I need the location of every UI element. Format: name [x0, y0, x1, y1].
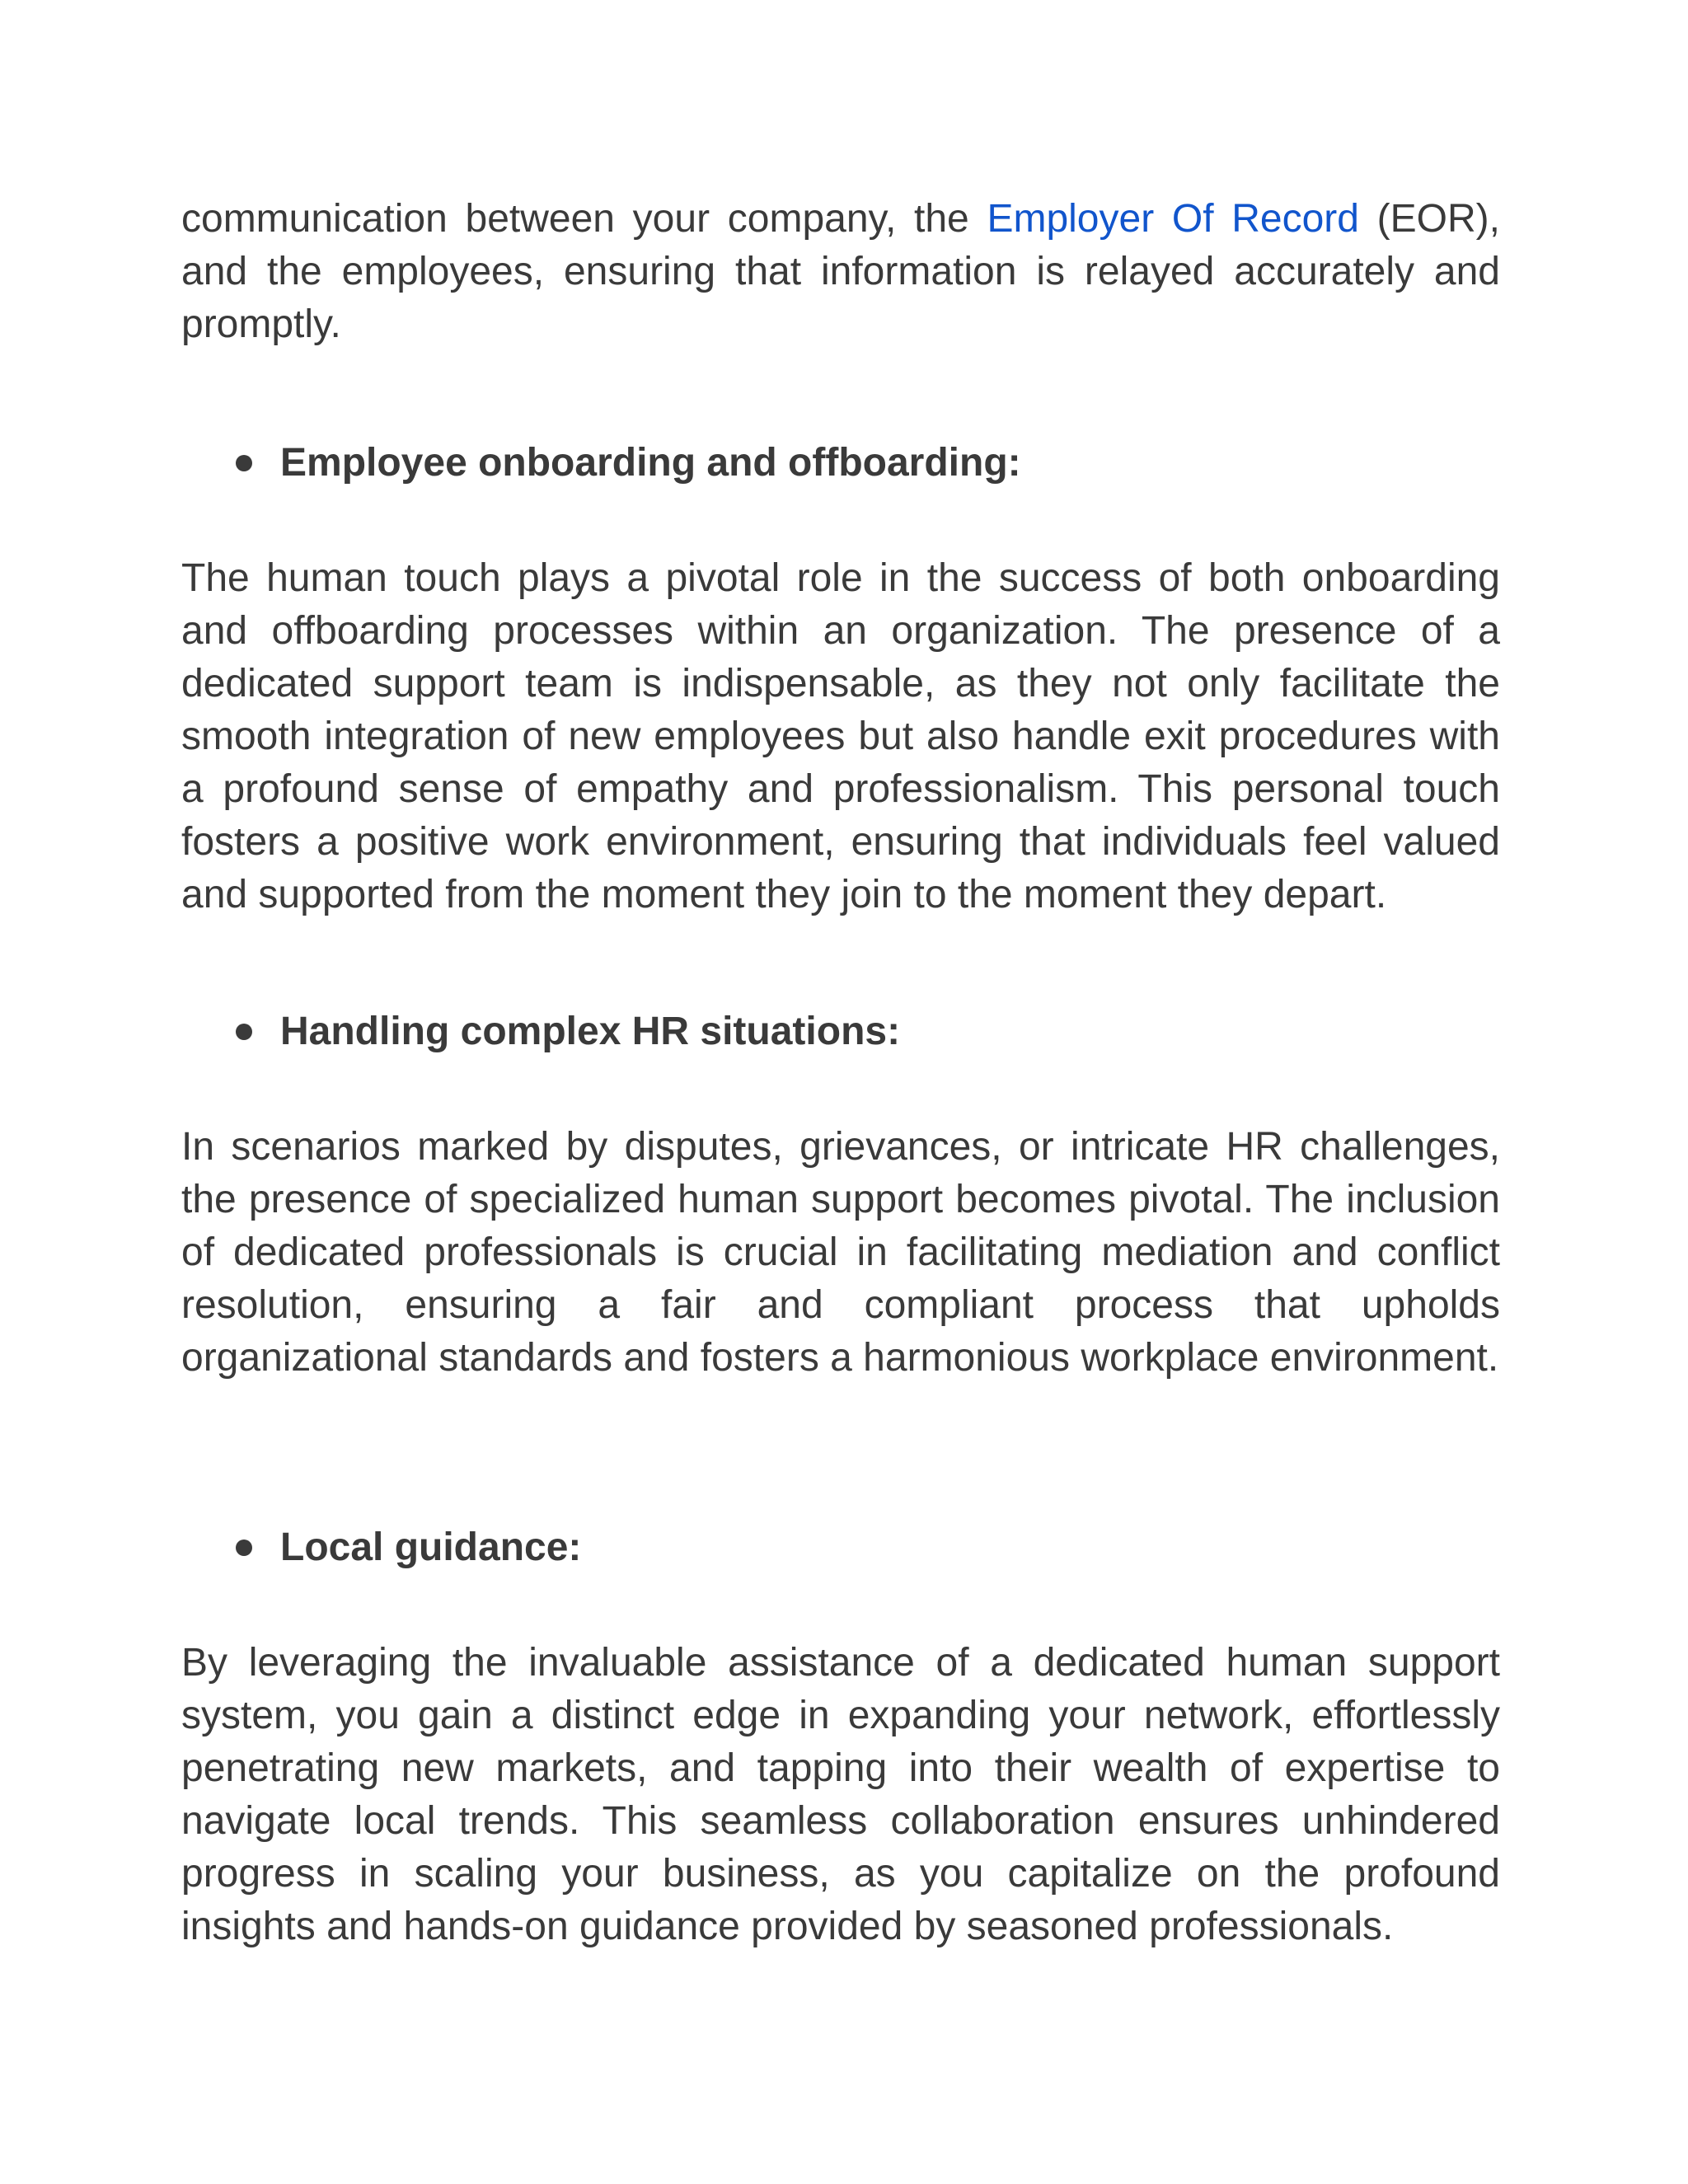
- section-heading-text: Local guidance:: [280, 1526, 582, 1569]
- bullet-icon: [236, 455, 252, 471]
- section-body-hr-situations: In scenarios marked by disputes, grievances, or intricate HR challenges, the presence of specialized human support becomes pivotal. The inclusion of dedicated professionals is crucial in facilitating mediation and conflict resolution, ensuring a fair and compliant process that upholds organizational standards and fosters a harmonious workplace environment.: [181, 1125, 1500, 1380]
- intro-text-after: (EOR), and the employees, ensuring that information is relayed accurately and promptly.: [181, 197, 1501, 346]
- bullet-icon: [236, 1024, 252, 1040]
- bullet-icon: [236, 1540, 252, 1556]
- section-heading-onboarding: [181, 437, 1500, 490]
- section-heading-text: Handling complex HR situations:: [280, 1010, 901, 1053]
- section-heading-hr-situations: [181, 1005, 1500, 1058]
- intro-paragraph: [181, 193, 1500, 351]
- employer-of-record-link[interactable]: Employer Of Record: [987, 197, 1359, 241]
- section-heading-local-guidance: [181, 1521, 1500, 1574]
- section-heading-text: Employee onboarding and offboarding:: [280, 441, 1021, 485]
- intro-text-before: communication between your company, the: [181, 197, 987, 241]
- section-body-local-guidance: By leveraging the invaluable assistance of a dedicated human support system, you gain a distinct edge in expanding your network, effortlessly penetrating new markets, and tapping into their wealth of expertise to navigate local trends. This seamless collaboration ensures unhindered progress in scaling your business, as you capitalize on the profound insights and hands-on guidance provided by seasoned professionals.: [181, 1641, 1500, 1948]
- section-body-onboarding: The human touch plays a pivotal role in the success of both onboarding and offboarding processes within an organization. The presence of a dedicated support team is indispensable, as they not only facilitate the smooth integration of new employees but also handle exit procedures with a profound sense of empathy and professionalism. This personal touch fosters a positive work environment, ensuring that individuals feel valued and supported from the moment they join to the moment they depart.: [181, 556, 1500, 916]
